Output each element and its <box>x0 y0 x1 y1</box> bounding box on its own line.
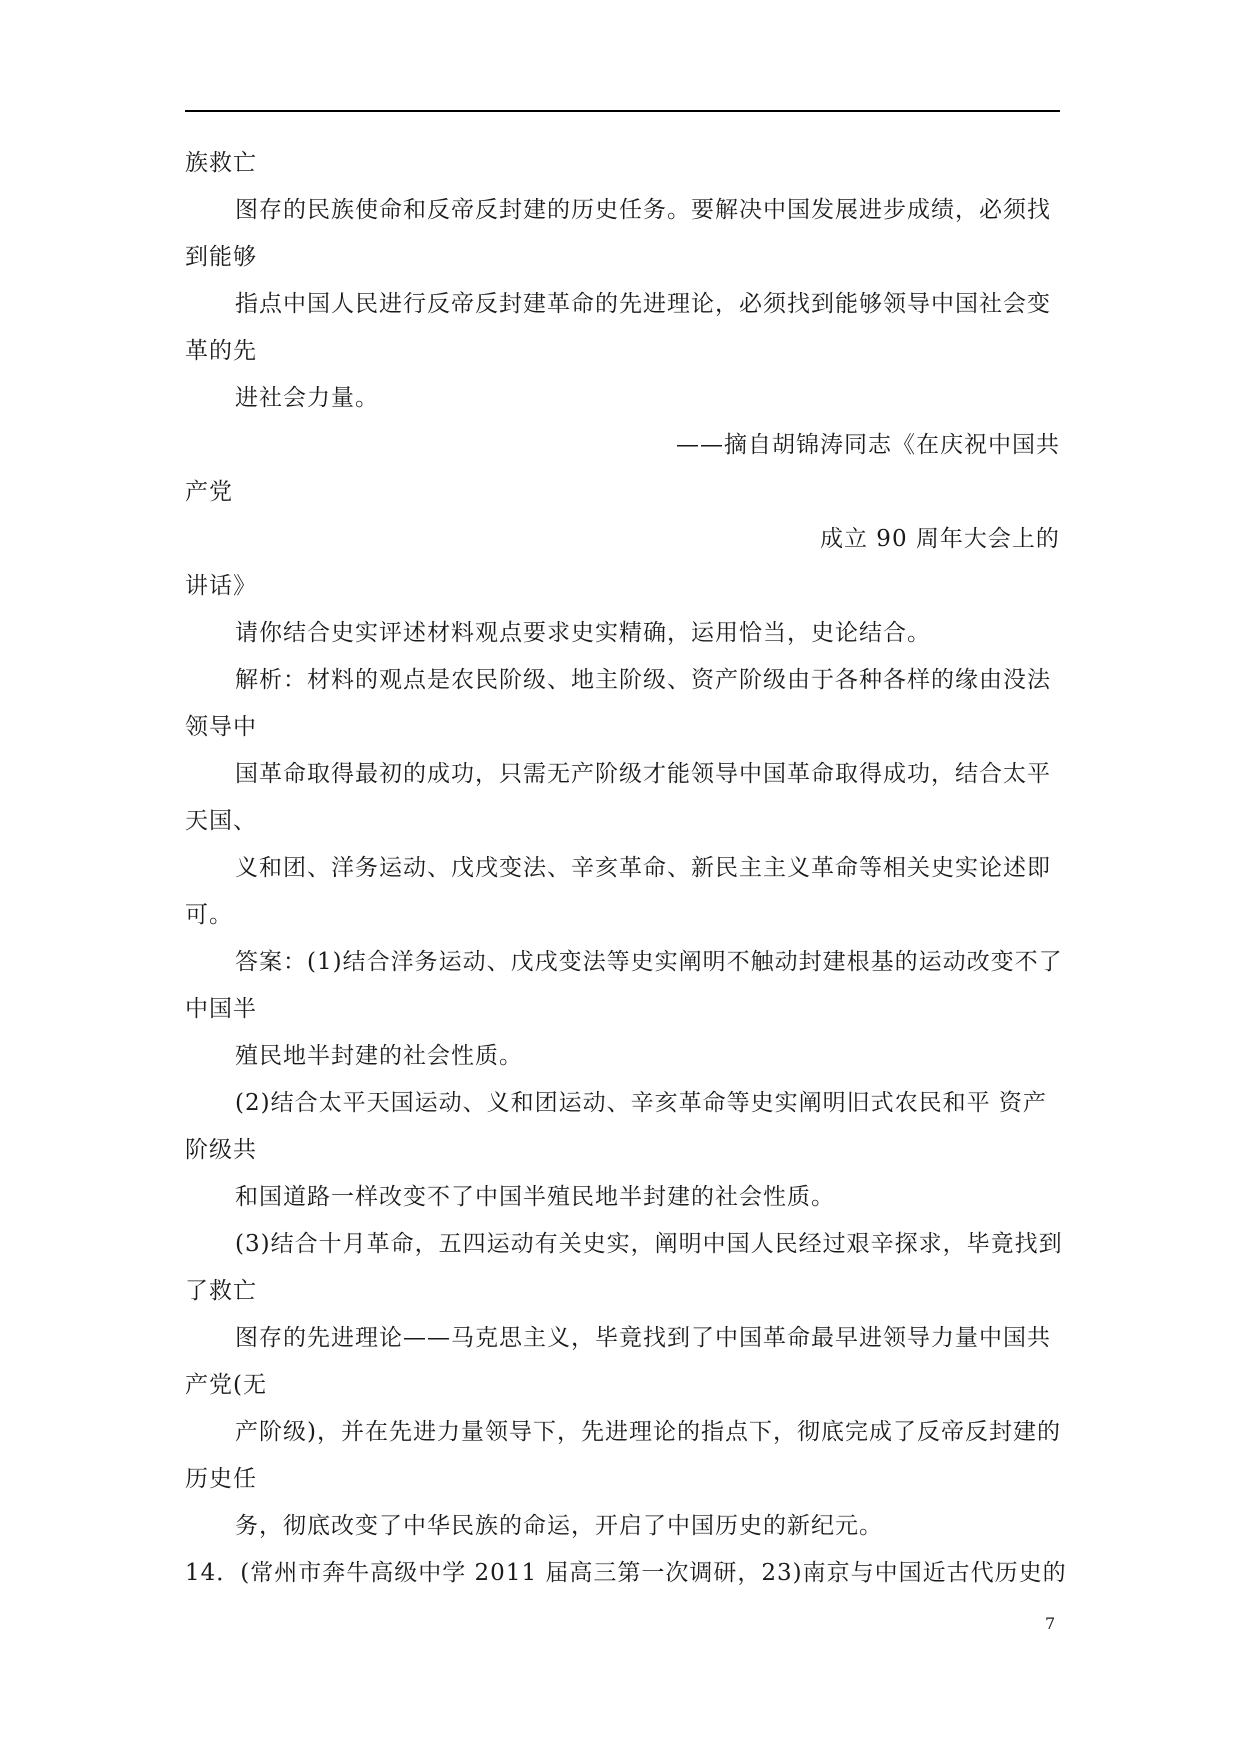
text-line: 指点中国人民进行反帝反封建革命的先进理论，必须找到能够领导中国社会变 <box>235 291 1051 317</box>
text-line: 务，彻底改变了中华民族的命运，开启了中国历史的新纪元。 <box>235 1513 883 1539</box>
text-line: 阶级共 <box>185 1137 257 1163</box>
text-line: 义和团、洋务运动、戊戌变法、辛亥革命、新民主主义革命等相关史实论述即 <box>235 855 1051 881</box>
text-line: 产党 <box>185 479 233 505</box>
text-line: 族救亡 <box>185 150 257 176</box>
text-line: 和国道路一样改变不了中国半殖民地半封建的社会性质。 <box>235 1184 835 1210</box>
text-line: 革的先 <box>185 338 257 364</box>
text-line: 14．(常州市奔牛高级中学 2011 届高三第一次调研，23)南京与中国近古代历史的 <box>185 1560 1067 1586</box>
text-line: 产党(无 <box>185 1372 267 1398</box>
text-line: 中国半 <box>185 996 257 1022</box>
text-line: (2)结合太平天国运动、义和团运动、辛亥革命等史实阐明旧式农民和平 资产 <box>235 1090 1047 1116</box>
text-line: 国革命取得最初的成功，只需无产阶级才能领导中国革命取得成功，结合太平 <box>235 761 1051 787</box>
text-line: 图存的先进理论——马克思主义，毕竟找到了中国革命最早进领导力量中国共 <box>235 1325 1051 1351</box>
text-line: 请你结合史实评述材料观点要求史实精确，运用恰当，史论结合。 <box>235 620 931 646</box>
text-line: 进社会力量。 <box>235 385 379 411</box>
text-line: 产阶级)，并在先进力量领导下，先进理论的指点下，彻底完成了反帝反封建的 <box>235 1419 1061 1445</box>
text-line: 答案：(1)结合洋务运动、戊戌变法等史实阐明不触动封建根基的运动改变不了 <box>235 949 1063 975</box>
text-line: 天国、 <box>185 808 257 834</box>
text-line: 讲话》 <box>185 573 257 599</box>
text-line: 成立 90 周年大会上的 <box>820 526 1060 552</box>
text-line: 到能够 <box>185 244 257 270</box>
text-line: 历史任 <box>185 1466 257 1492</box>
text-line: 了救亡 <box>185 1278 257 1304</box>
text-line: 解析：材料的观点是农民阶级、地主阶级、资产阶级由于各种各样的缘由没法 <box>235 667 1051 693</box>
text-line: 领导中 <box>185 714 257 740</box>
header-rule <box>185 110 1060 112</box>
text-line: 图存的民族使命和反帝反封建的历史任务。要解决中国发展进步成绩，必须找 <box>235 197 1051 223</box>
page-number: 7 <box>1045 1614 1056 1633</box>
text-line: ——摘自胡锦涛同志《在庆祝中国共 <box>676 432 1060 458</box>
text-line: 可。 <box>185 902 233 928</box>
text-line: 殖民地半封建的社会性质。 <box>235 1043 523 1069</box>
text-line: (3)结合十月革命，五四运动有关史实，阐明中国人民经过艰辛探求，毕竟找到 <box>235 1231 1063 1257</box>
